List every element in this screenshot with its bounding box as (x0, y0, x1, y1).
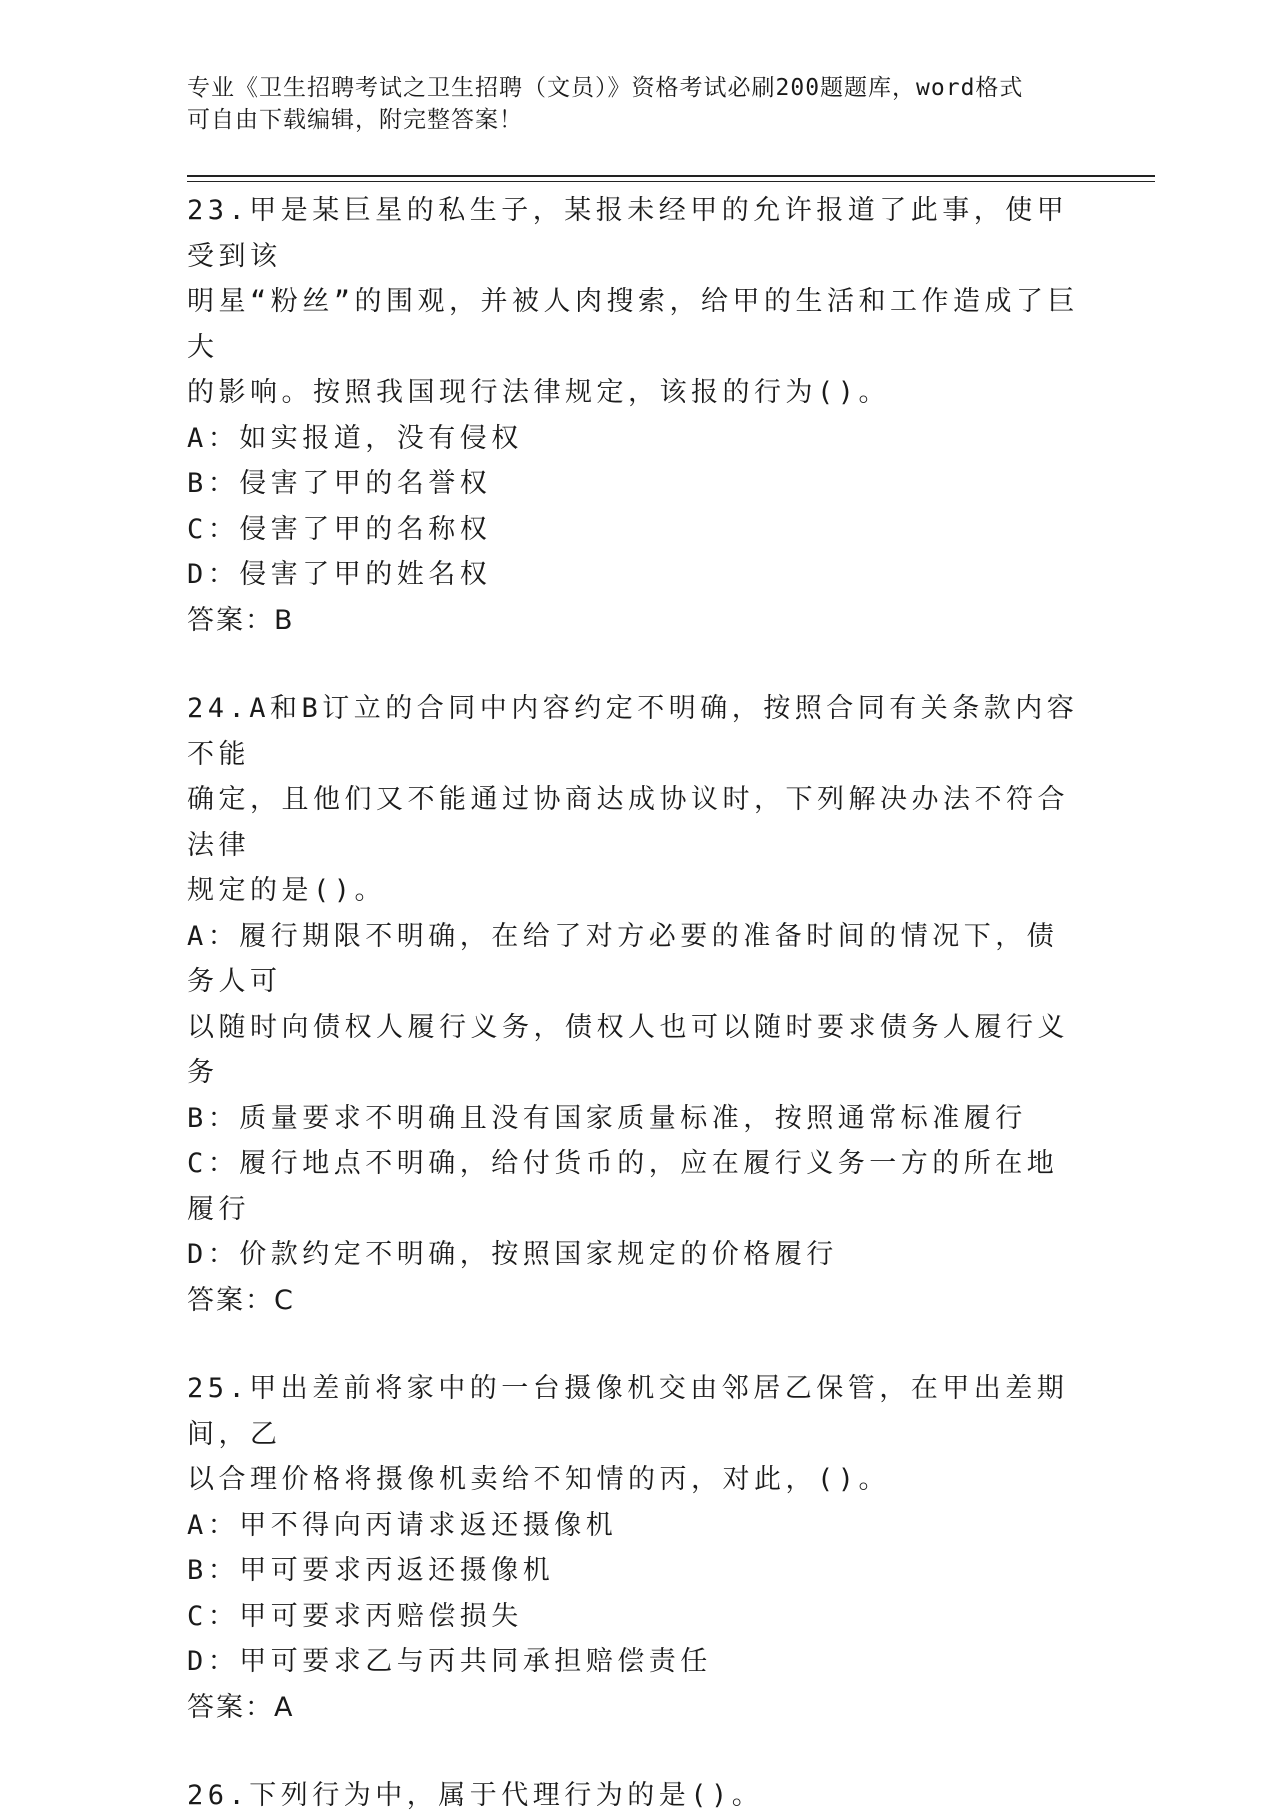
question-stem-line: 24.A和B订立的合同中内容约定不明确，按照合同有关条款内容不能 (187, 693, 1079, 770)
header-line-2: 可自由下载编辑，附完整答案！ (187, 107, 523, 133)
question-stem-line: 确定，且他们又不能通过协商达成协议时，下列解决办法不符合法律 (187, 784, 1069, 861)
header-line-1: 专业《卫生招聘考试之卫生招聘（文员）》资格考试必刷200题题库，word格式 (187, 75, 1024, 101)
answer-line: 答案：A (187, 1691, 295, 1723)
option-a: A：履行期限不明确，在给了对方必要的准备时间的情况下，债务人可 (187, 920, 1059, 997)
question-stem-line: 规定的是()。 (187, 875, 387, 906)
option-c: C：侵害了甲的名称权 (187, 513, 492, 545)
option-d: D：侵害了甲的姓名权 (187, 559, 492, 590)
question-stem-line: 的影响。按照我国现行法律规定，该报的行为()。 (187, 377, 891, 408)
question-24 (187, 686, 1087, 1323)
question-26 (187, 1773, 1087, 1819)
question-23 (187, 188, 1087, 643)
option-b: B：甲可要求丙返还摄像机 (187, 1555, 555, 1586)
option-d: D：甲可要求乙与丙共同承担赔偿责任 (187, 1646, 712, 1677)
question-spacer (187, 643, 1087, 686)
question-spacer (187, 1323, 1087, 1366)
option-d: D：价款约定不明确，按照国家规定的价格履行 (187, 1239, 838, 1270)
question-stem-line: 以合理价格将摄像机卖给不知情的丙，对此，()。 (187, 1464, 891, 1495)
option-c: C：甲可要求丙赔偿损失 (187, 1600, 523, 1632)
header-divider-thin (187, 181, 1155, 182)
answer-line: 答案：C (187, 1284, 295, 1316)
option-c: C：履行地点不明确，给付货币的，应在履行义务一方的所在地履行 (187, 1148, 1059, 1225)
question-spacer (187, 1730, 1087, 1773)
option-a: A：甲不得向丙请求返还摄像机 (187, 1509, 618, 1541)
question-stem-line: 明星“粉丝”的围观，并被人肉搜索，给甲的生活和工作造成了巨大 (187, 286, 1080, 363)
option-a-continued: 以随时向债权人履行义务，债权人也可以随时要求债务人履行义务 (187, 1011, 1069, 1088)
question-stem-line: 25.甲出差前将家中的一台摄像机交由邻居乙保管，在甲出差期间，乙 (187, 1373, 1069, 1450)
answer-line: 答案：B (187, 604, 295, 636)
option-b: B：质量要求不明确且没有国家质量标准，按照通常标准履行 (187, 1102, 1027, 1134)
option-b: B：侵害了甲的名誉权 (187, 468, 492, 499)
question-stem-line: 26.下列行为中，属于代理行为的是()。 (187, 1780, 764, 1811)
question-25 (187, 1366, 1087, 1730)
option-a: A：如实报道，没有侵权 (187, 422, 523, 454)
document-header (187, 72, 1067, 136)
question-list (187, 188, 1087, 1819)
question-stem-line: 23.甲是某巨星的私生子，某报未经甲的允许报道了此事，使甲受到该 (187, 195, 1069, 272)
header-divider-thick (187, 175, 1155, 177)
